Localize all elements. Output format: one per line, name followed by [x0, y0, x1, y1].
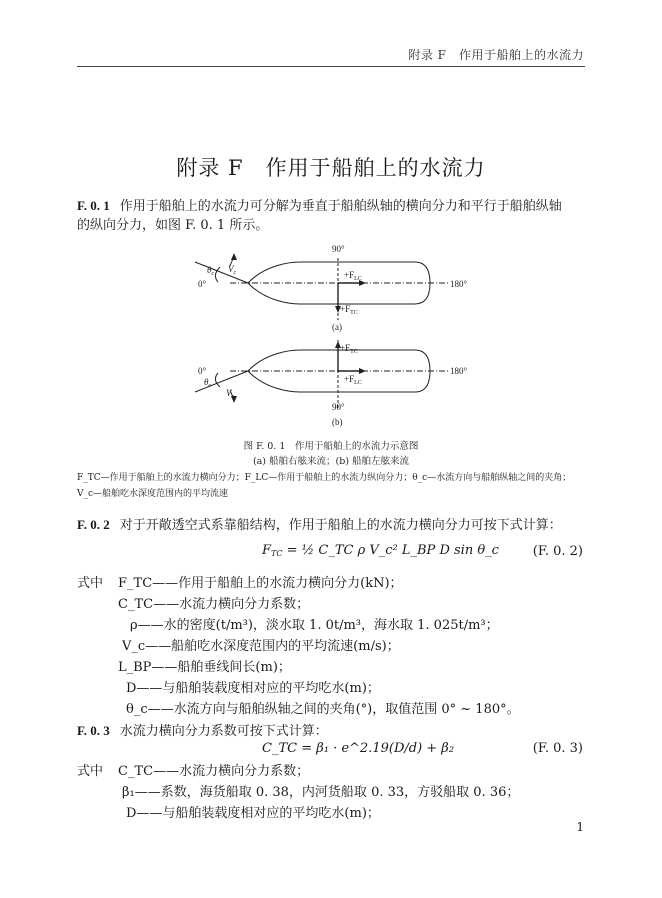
- section-f03: [77, 721, 328, 742]
- appendix-title: 附录 F 作用于船舶上的水流力: [176, 156, 486, 180]
- label-flc-a: +F: [344, 270, 355, 280]
- label-v-b: V: [226, 388, 232, 398]
- theta-arc-b: [215, 373, 220, 387]
- paragraph-text: 对于开敞透空式系靠船结构，作用于船舶上的水流力横向分力可按下式计算：: [119, 518, 562, 533]
- figure-subcaption: (a) 船舶右舷来流；(b) 船舶左舷来流: [252, 456, 410, 467]
- label-theta-b: θ: [204, 377, 209, 387]
- label-b: (b): [332, 417, 343, 427]
- def-ctc-2: C_TC——水流力横向分力系数；: [118, 764, 310, 779]
- sub-tc-b: TC: [350, 349, 358, 355]
- eq-lhs-sub: TC: [271, 549, 283, 558]
- def-d: D——与船舶装载度相对应的平均吃水(m)；: [126, 681, 380, 696]
- sub-c-a2: c: [233, 270, 237, 276]
- equation-f03: C_TC = β₁ · e^2.19(D/d) + β₂: [262, 741, 455, 756]
- label-ftc-b: +F: [340, 343, 351, 353]
- svg-text:+FLC: [344, 374, 362, 386]
- def-beta1: β₁——系数，海货船取 0. 38，内河货船取 0. 33，方驳船取 0. 36；: [122, 785, 520, 800]
- sub-c-b: c: [208, 383, 212, 389]
- v-arrowhead-a: [231, 253, 237, 260]
- section-f01-line1: [77, 196, 562, 217]
- section-f01-line2: 的纵向分力，如图 F. 0. 1 所示。: [77, 218, 269, 233]
- section-f02: [77, 515, 562, 536]
- def-lbp: L_BP——船舶垂线间长(m)；: [118, 660, 291, 675]
- label-v-a: V: [228, 264, 234, 274]
- label-flc-b: +F: [344, 374, 355, 384]
- figure-note-1: F_TC—作用于船舶上的水流力横向分力；F_LC—作用于船舶上的水流力纵向分力；θ_c—水流方向与船舶纵轴之间的夹角；: [77, 473, 572, 483]
- label-90-b: 90°: [332, 402, 345, 412]
- equation-number-f02: (F. 0. 2): [532, 544, 583, 559]
- svg-text:θc: [204, 377, 211, 389]
- label-0-b: 0°: [198, 366, 207, 376]
- def-d-2: D——与船舶装载度相对应的平均吃水(m)；: [126, 806, 380, 821]
- running-head: 附录 F 作用于船舶上的水流力: [408, 48, 584, 62]
- sub-c-a: c: [211, 271, 215, 277]
- svg-text:+FTC: [340, 304, 358, 316]
- figure-caption: 图 F. 0. 1 作用于船舶上的水流力示意图: [243, 441, 419, 452]
- label-180-a: 180°: [450, 279, 468, 289]
- sub-lc-a: LC: [354, 276, 362, 282]
- section-number: F. 0. 3: [77, 723, 110, 738]
- label-ftc-a: +F: [340, 304, 351, 314]
- def-ftc: F_TC——作用于船舶上的水流力横向分力(kN)；: [118, 576, 403, 591]
- label-0-a: 0°: [198, 279, 207, 289]
- sub-lc-b: LC: [354, 380, 362, 386]
- sub-c-b2: c: [231, 394, 235, 400]
- section-number: F. 0. 1: [77, 198, 110, 213]
- theta-arc-a: [215, 267, 220, 282]
- equation-f02: [262, 543, 499, 558]
- def-ctc: C_TC——水流力横向分力系数；: [118, 597, 310, 612]
- eq-lhs: F: [262, 543, 272, 558]
- figure-note-2: V_c—船舶吃水深度范围内的平均流速: [77, 489, 229, 499]
- label-theta-a: θ: [207, 265, 212, 275]
- where-label-2: 式中: [77, 764, 104, 779]
- def-vc: V_c——船舶吃水深度范围内的平均流速(m/s)；: [122, 639, 400, 654]
- header-rule: [77, 66, 585, 67]
- equation-number-f03: (F. 0. 3): [532, 741, 583, 756]
- sub-tc-a: TC: [350, 310, 358, 316]
- def-rho: ρ——水的密度(t/m³)，淡水取 1. 0t/m³，海水取 1. 025t/m³；: [130, 618, 499, 633]
- paragraph-text: 水流力横向分力系数可按下式计算：: [119, 724, 328, 739]
- where-label: 式中: [77, 576, 104, 591]
- paragraph-text: 作用于船舶上的水流力可分解为垂直于船舶纵轴的横向分力和平行于船舶纵轴: [119, 199, 562, 214]
- ship-current-diagram: [190, 240, 480, 440]
- label-90-a: 90°: [332, 244, 345, 254]
- svg-text:Vc: [226, 388, 235, 400]
- label-180-b: 180°: [450, 366, 468, 376]
- svg-text:Vc: [228, 264, 237, 276]
- eq-body: = ½ C_TC ρ V_c² L_BP D sin θ_c: [282, 543, 499, 558]
- svg-text:+FTC: [340, 343, 358, 355]
- label-a: (a): [332, 322, 342, 332]
- page-number: 1: [576, 820, 584, 834]
- svg-text:+FLC: [344, 270, 362, 282]
- svg-text:θc: [207, 265, 214, 277]
- section-number: F. 0. 2: [77, 517, 110, 532]
- def-theta: θ_c——水流方向与船舶纵轴之间的夹角(°)，取值范围 0° ~ 180°。: [126, 702, 520, 717]
